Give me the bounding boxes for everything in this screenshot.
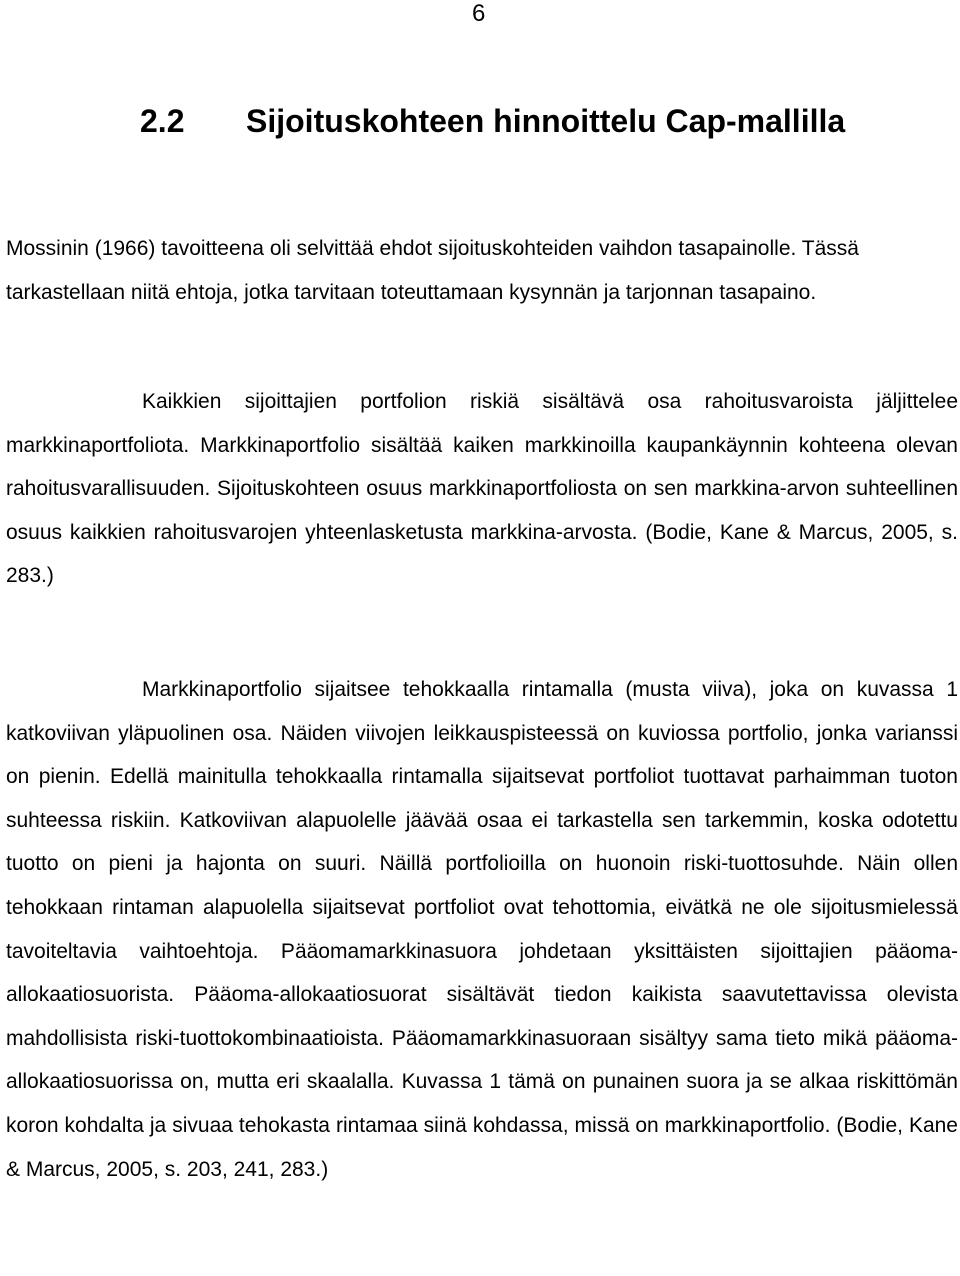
paragraph-market-portfolio: Kaikkien sijoittajien portfolion riskiä sisältävä osa rahoitusvaroista jäljittelee markkinaportfoliota. Markkinaportfolio sisältää kaiken markkinoilla kaupankäynnin kohteena olevan rahoitusvarallisuuden. Sijoituskohteen osuus markkinaportfoliosta on sen markkina-arvon suhteellinen osuus kaikkien rahoitusvarojen yhteenlasketusta markkina-arvosta. (Bodie, Kane & Marcus, 2005, s. 283.) — [6, 390, 958, 588]
section-number: 2.2 — [140, 102, 185, 139]
section-heading — [140, 99, 845, 143]
page-number: 6 — [472, 0, 486, 27]
section-title: Sijoituskohteen hinnoittelu Cap-mallilla — [246, 102, 846, 139]
paragraph-intro: Mossinin (1966) tavoitteena oli selvittää ehdot sijoituskohteiden vaihdon tasapainolle. Tässä tarkastellaan niitä ehtoja, jotka tarvitaan toteuttamaan kysynnän ja tarjonnan tasapaino. — [6, 237, 859, 304]
paragraph-efficient-frontier: Markkinaportfolio sijaitsee tehokkaalla rintamalla (musta viiva), joka on kuvassa 1 katkoviivan yläpuolinen osa. Näiden viivojen leikkauspisteessä on kuviossa portfolio, jonka varianssi on pienin. Edellä mainitulla tehokkaalla rintamalla sijaitsevat portfoliot tuottavat parhaimman tuoton suhteessa riskiin. Katkoviivan alapuolelle jäävää osaa ei tarkastella sen tarkemmin, koska odotettu tuotto on pieni ja hajonta on suuri. Näillä portfolioilla on huonoin riski-tuottosuhde. Näin ollen tehokkaan rintaman alapuolella sijaitsevat portfoliot ovat tehottomia, eivätkä ne ole sijoitusmielessä tavoiteltavia vaihtoehtoja. Pääomamarkkinasuora johdetaan yksittäisten sijoittajien pääoma-allokaatiosuorista. Pääoma-allokaatiosuorat sisältävät tiedon kaikista saavutettavissa olevista mahdollisista riski-tuottokombinaatioista. Pääomamarkkinasuoraan sisältyy sama tieto mikä pääoma-allokaatiosuorissa on, mutta eri skaalalla. Kuvassa 1 tämä on punainen suora ja se alkaa riskittömän koron kohdalta ja sivuaa tehokasta rintamaa siinä kohdassa, missä on markkinaportfolio. (Bodie, Kane & Marcus, 2005, s. 203, 241, 283.) — [6, 678, 958, 1181]
